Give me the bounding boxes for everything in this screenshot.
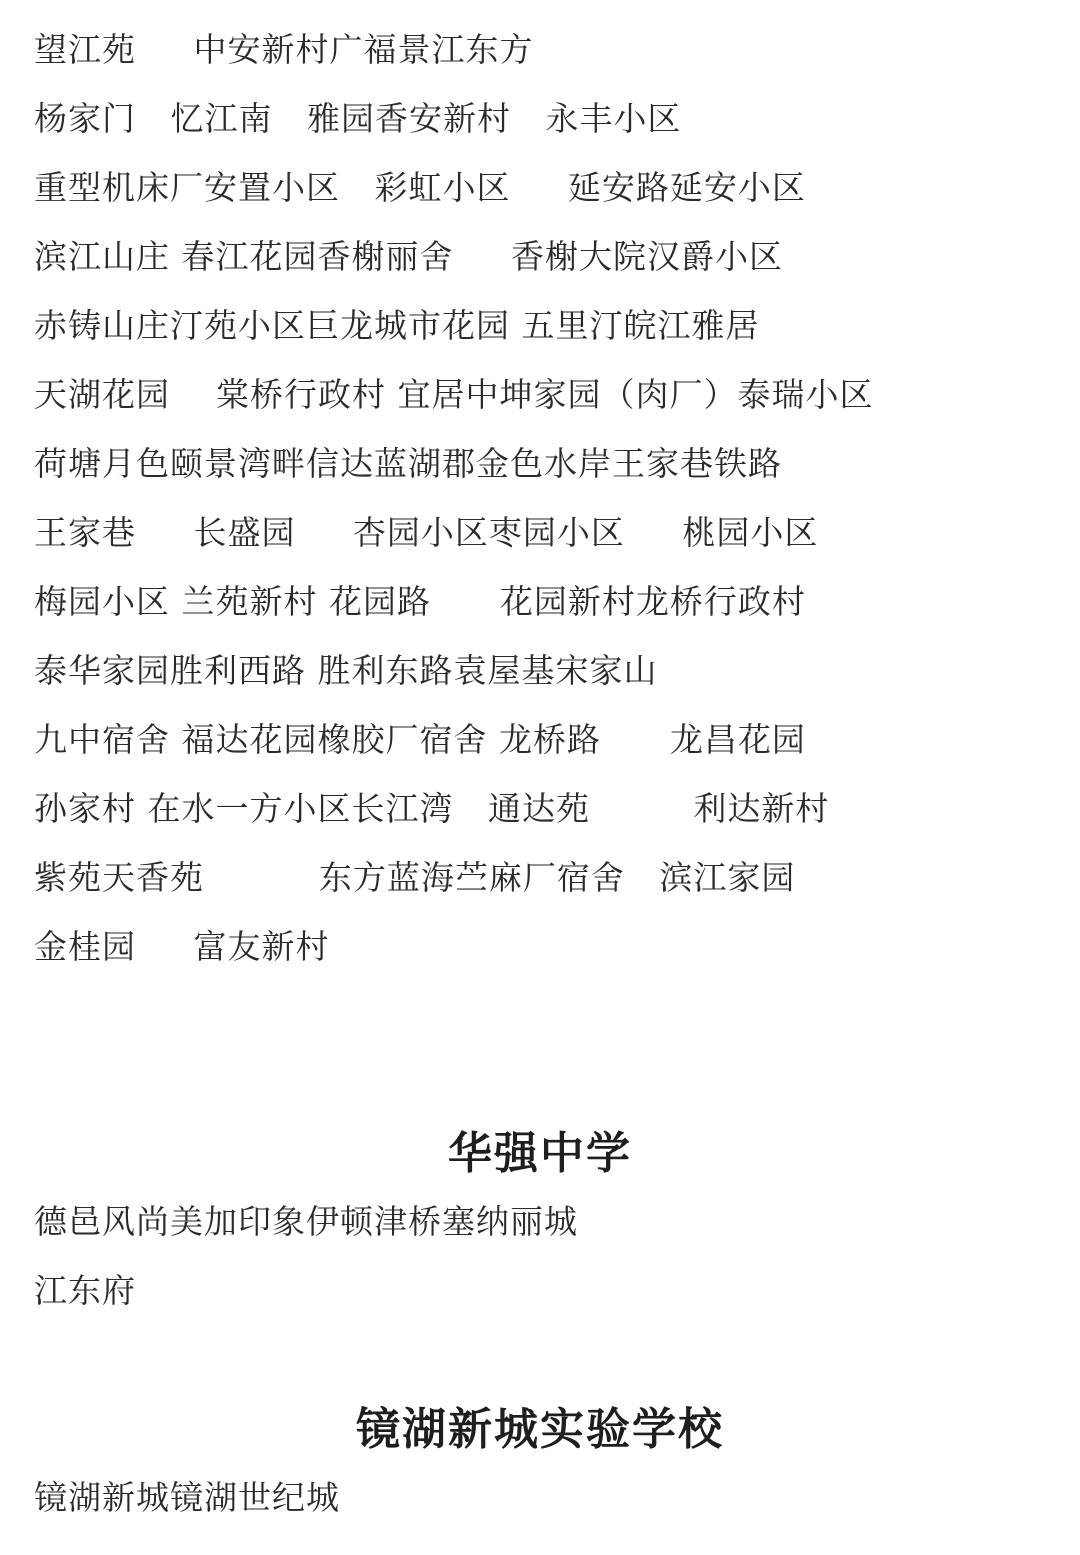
area-line: 德邑风尚美加印象伊顿津桥塞纳丽城	[34, 1202, 578, 1241]
area-line: 杨家门 忆江南 雅园香安新村 永丰小区	[34, 99, 682, 138]
area-line: 孙家村 在水一方小区长江湾 通达苑 利达新村	[34, 789, 830, 828]
area-line: 滨江山庄 春江花园香榭丽舍 香榭大院汉爵小区	[34, 237, 783, 276]
area-line: 赤铸山庄汀苑小区巨龙城市花园 五里汀皖江雅居	[34, 306, 760, 345]
area-line: 江东府	[34, 1271, 136, 1310]
section-title: 镜湖新城实验学校	[356, 1404, 724, 1455]
area-line: 紫苑天香苑 东方蓝海苎麻厂宿舍 滨江家园	[34, 858, 796, 897]
area-line: 重型机床厂安置小区 彩虹小区 延安路延安小区	[34, 168, 806, 207]
area-line: 望江苑 中安新村广福景江东方	[34, 30, 534, 69]
area-line: 天湖花园 棠桥行政村 宜居中坤家园（肉厂）泰瑞小区	[34, 375, 874, 414]
section-title: 华强中学	[448, 1128, 632, 1179]
area-line: 王家巷 长盛园 杏园小区枣园小区 桃园小区	[34, 513, 819, 552]
area-line: 镜湖新城镜湖世纪城	[34, 1478, 340, 1517]
area-line: 梅园小区 兰苑新村 花园路 花园新村龙桥行政村	[34, 582, 806, 621]
area-line: 金桂园 富友新村	[34, 927, 330, 966]
area-line: 九中宿舍 福达花园橡胶厂宿舍 龙桥路 龙昌花园	[34, 720, 806, 759]
area-line: 泰华家园胜利西路 胜利东路袁屋基宋家山	[34, 651, 658, 690]
area-line: 荷塘月色颐景湾畔信达蓝湖郡金色水岸王家巷铁路	[34, 444, 782, 483]
